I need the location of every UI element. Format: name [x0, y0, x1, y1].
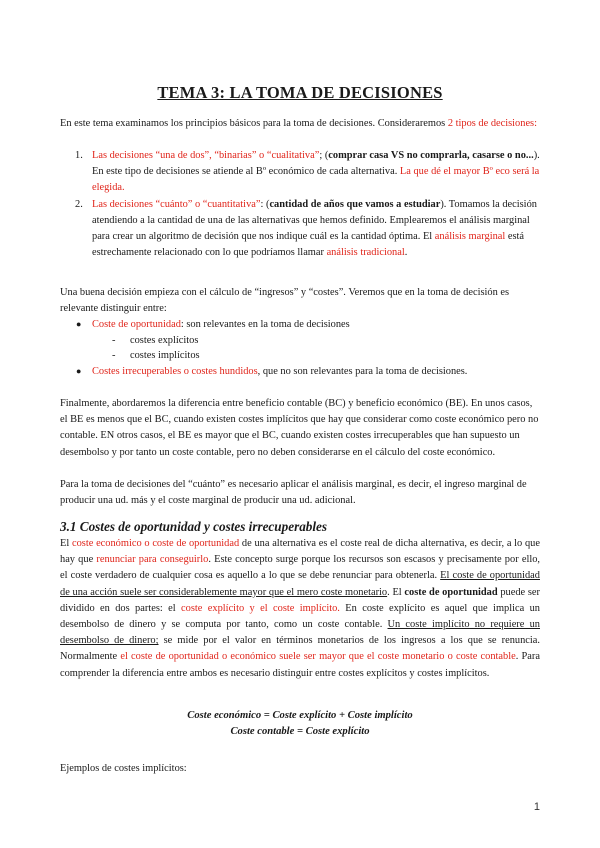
- underlined-statement: El coste de oportunidad de una acción suele ser considerablemente mayor que el mero coste monetario: [60, 570, 540, 598]
- sub-item-implicit: [60, 348, 540, 364]
- sub-item-explicit: [60, 333, 540, 349]
- marginal-analysis-term: análisis marginal: [434, 231, 506, 243]
- bullet-icon: ●: [76, 365, 82, 376]
- bullet-opportunity-cost: [60, 317, 540, 333]
- bullet-icon: ●: [76, 319, 82, 329]
- page-number: 1: [533, 801, 540, 813]
- text-run: de una alternativa es el coste real de dicha alternativa, es decir, a lo que hay que: [60, 538, 540, 566]
- text-run: . Para comprender la diferencia entre ambos es necesario distinguir entre costes explícitos y costes implícitos.: [60, 651, 540, 679]
- separator: ; (: [319, 150, 329, 161]
- decision-description: ). Tomamos la decisión atendiendo a la cantidad de una de las alternativas que hemos definido. Emplearemos el análisis marginal para crear un algoritmo de decisión que nos indique cuál es la cantidad óptima. El: [92, 198, 537, 243]
- text-run: puede ser dividido en dos partes: el: [60, 586, 540, 614]
- text-run: El: [60, 538, 72, 549]
- decision-example: comprar casa VS no comprarla, casarse o no...: [328, 150, 534, 161]
- section-paragraph: [60, 536, 540, 682]
- decision-rule: La que dé el mayor Bº eco será la elegida.: [92, 166, 540, 194]
- opportunity-cost-term: Coste de oportunidad: [92, 319, 181, 330]
- sub-item-label: costes implícitos: [130, 350, 200, 361]
- sunk-cost-text: , que no son relevantes para la toma de decisiones.: [257, 365, 468, 377]
- intro-text: En este tema examinamos los principios básicos para la toma de decisiones. Consideraremos: [60, 118, 448, 129]
- text-run: . El: [387, 586, 405, 598]
- dash-icon: -: [112, 334, 116, 346]
- list-number: 1.: [75, 150, 83, 161]
- opportunity-cost-text: : son relevantes en la toma de decisiones: [180, 319, 350, 330]
- intro-highlight: 2 tipos de decisiones:: [447, 118, 537, 129]
- traditional-analysis-term: análisis tradicional: [326, 247, 405, 259]
- sub-item-label: costes explícitos: [130, 334, 199, 346]
- marginal-paragraph: Para la toma de decisiones del “cuánto” es necesario aplicar el análisis marginal, es decir, el ingreso marginal de producir una ud. más y el coste marginal de producir una ud. adicional.: [60, 479, 527, 507]
- economic-cost-term: coste económico o coste de oportunidad: [71, 538, 240, 549]
- decision-example: cantidad de años que vamos a estudiar: [269, 198, 441, 210]
- dash-icon: -: [112, 350, 116, 361]
- opportunity-cost-bold: coste de oportunidad: [404, 586, 498, 598]
- intro-paragraph: [60, 116, 540, 132]
- page-title: TEMA 3: LA TOMA DE DECISIONES: [157, 83, 443, 103]
- decision-intro-paragraph: Una buena decisión empieza con el cálculo de “ingresos” y “costes”. Veremos que en la toma de decisión es relevante distinguir entre:: [60, 287, 510, 315]
- formula-economic-cost: Coste económico = Coste explícito + Coste implícito: [187, 710, 413, 721]
- text-run: se mide por el valor en términos monetarios de los ingresos a los que se renuncia. Normalmente: [60, 635, 540, 663]
- renounce-term: renunciar para conseguirlo: [96, 554, 209, 566]
- sunk-cost-term: Costes irrecuperables o costes hundidos: [92, 365, 258, 377]
- text-run: . Este concepto surge porque los recursos son escasos y precisamente por ello, el coste verdadero de cualquier cosa es aquello a lo que se debe renunciar para obtenerla.: [60, 554, 541, 582]
- cost-types-list: [60, 317, 540, 379]
- bullet-sunk-cost: [60, 364, 540, 380]
- separator: : (: [260, 198, 270, 210]
- decision-types-list: [60, 148, 540, 261]
- decision-description: ). En este tipo de decisiones se atiende al Bº económico de cada alternativa.: [92, 150, 540, 178]
- text-run: En coste explícito es aquel que implica un desembolso de dinero y se computa por tanto, como un coste contable.: [60, 602, 541, 631]
- decision-type-item-1: [60, 148, 540, 197]
- economic-vs-accounting-term: el coste de oportunidad o económico suele ser mayor que el coste monetario o coste contable: [120, 651, 516, 663]
- section-heading: 3.1 Costes de oportunidad y costes irrecuperables: [60, 519, 328, 534]
- decision-type-item-2: [60, 197, 540, 262]
- examples-label: Ejemplos de costes implícitos:: [60, 763, 187, 774]
- underlined-implicit: Un coste implícito no requiere un desembolso de dinero;: [60, 619, 540, 647]
- period: .: [404, 247, 408, 259]
- formula-accounting-cost: Coste contable = Coste explícito: [230, 726, 370, 737]
- explicit-implicit-term: coste explícito y el coste implícito.: [181, 602, 340, 614]
- list-number: 2.: [75, 198, 83, 210]
- decision-description-mid: está estrechamente relacionado con lo que podríamos llamar: [92, 231, 525, 259]
- decision-type-label: Las decisiones “cuánto” o “cuantitativa”: [92, 198, 261, 210]
- decision-type-label: Las decisiones “una de dos”, “binarias” o “cualitativa”: [92, 150, 320, 161]
- finally-paragraph: Finalmente, abordaremos la diferencia entre beneficio contable (BC) y beneficio económico (BE). En unos casos, el BE es menos que el BC, cuando existen costes implícitos que hay que considerar como coste económico pero no contable. EN otros casos, el BE es mayor que el BC, cuando existen costes irrecuperables que han supuesto un desembolso y por tanto un coste contable, pero no deben considerarse en el cálculo del coste económico.: [60, 398, 539, 458]
